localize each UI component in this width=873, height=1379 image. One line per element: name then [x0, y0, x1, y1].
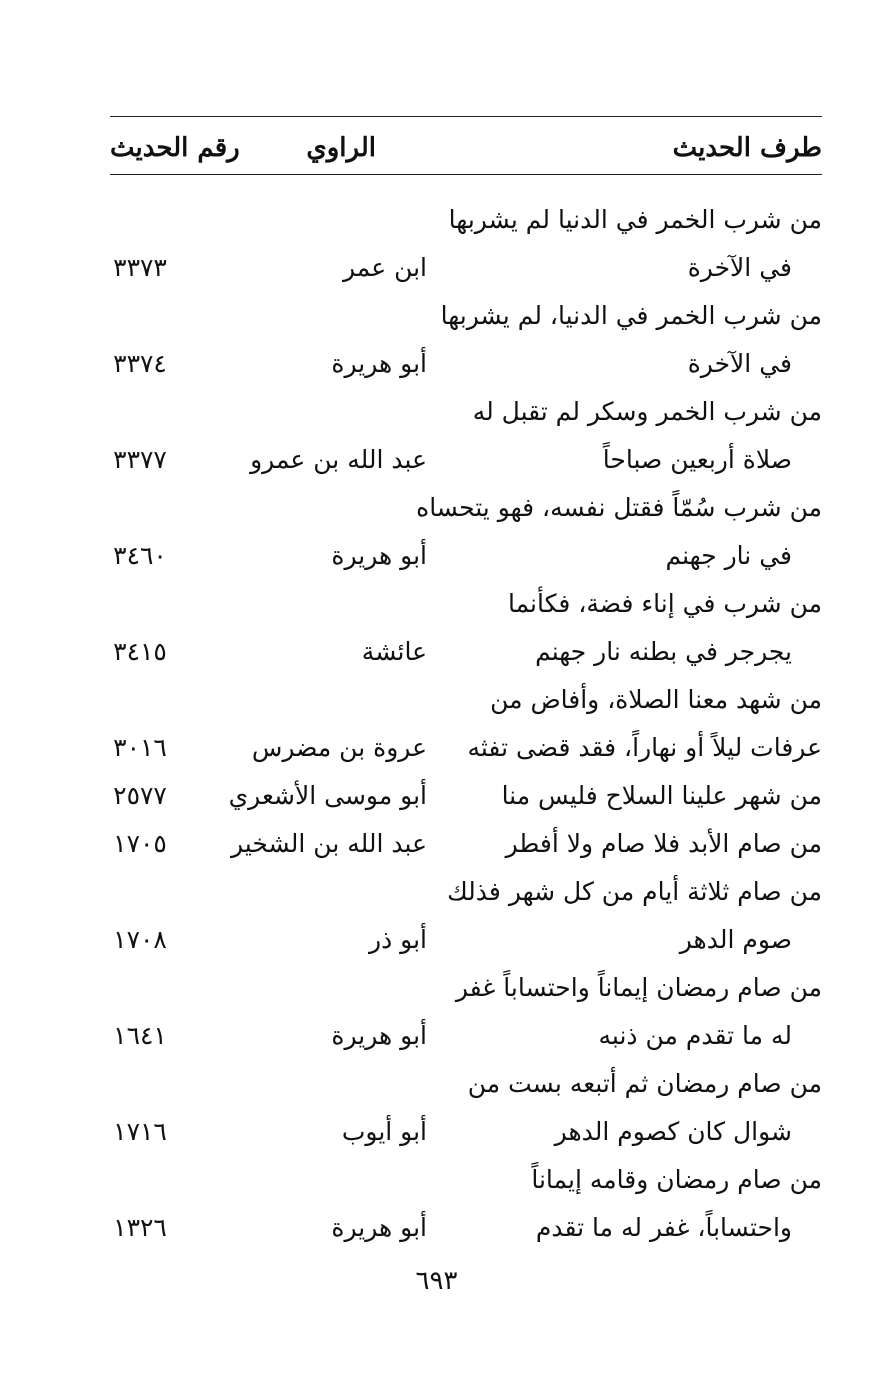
hadith-number: ١٦٤١ [113, 1021, 167, 1050]
table-row [100, 196, 822, 292]
hadith-text-line2: صلاة أربعين صباحاً [602, 445, 792, 474]
hadith-number: ٣٤٦٠ [113, 541, 167, 570]
rawi-name: أبو هريرة [331, 1213, 427, 1242]
table-row [100, 388, 822, 484]
table-row [100, 292, 822, 388]
hadith-number: ١٧٠٥ [113, 829, 167, 858]
header-top-rule [110, 116, 822, 117]
hadith-text-line2: له ما تقدم من ذنبه [598, 1021, 792, 1050]
hadith-number: ١٧١٦ [113, 1117, 167, 1146]
page-number: ٦٩٣ [415, 1266, 458, 1296]
rawi-name: ابن عمر [342, 253, 427, 282]
hadith-text-line2: يجرجر في بطنه نار جهنم [535, 637, 792, 666]
rawi-name: أبو موسى الأشعري [228, 781, 427, 810]
hadith-number: ٣٣٧٤ [113, 349, 167, 378]
rawi-name: أبو ذر [369, 925, 427, 954]
rawi-name: أبو هريرة [331, 1021, 427, 1050]
rawi-name: عبد الله بن عمرو [250, 445, 427, 474]
table-row [100, 580, 822, 676]
rawi-name: عروة بن مضرس [251, 733, 427, 762]
hadith-text-line1: من شرب سُمّاً فقتل نفسه، فهو يتحساه [416, 493, 822, 522]
table-row [100, 772, 822, 820]
rawi-name: عائشة [361, 637, 427, 666]
entries-list [100, 196, 822, 1252]
table-header [110, 128, 822, 168]
hadith-number: ٣٣٧٣ [113, 253, 167, 282]
hadith-text-line2: في نار جهنم [665, 541, 792, 570]
hadith-text-line2: شوال كان كصوم الدهر [554, 1117, 792, 1146]
hadith-text-line1: من صام ثلاثة أيام من كل شهر فذلك [447, 877, 822, 906]
hadith-text-line2: واحتساباً، غفر له ما تقدم [535, 1213, 792, 1242]
rawi-name: أبو هريرة [331, 349, 427, 378]
table-row [100, 484, 822, 580]
table-row [100, 820, 822, 868]
hadith-text-line2: صوم الدهر [679, 925, 792, 954]
hadith-number: ١٧٠٨ [113, 925, 167, 954]
table-row [100, 868, 822, 964]
hadith-text-line1: من شرب الخمر في الدنيا لم يشربها [448, 205, 822, 234]
hadith-number: ٢٥٧٧ [113, 781, 167, 810]
hadith-text-line1: من صام رمضان ثم أتبعه بست من [467, 1069, 822, 1098]
hadith-text-line1: من شرب الخمر وسكر لم تقبل له [472, 397, 822, 426]
header-number-label: رقم الحديث [110, 133, 240, 163]
hadith-text-line1: من صام رمضان إيماناً واحتساباً غفر [455, 973, 822, 1002]
hadith-number: ٣٣٧٧ [113, 445, 167, 474]
hadith-text-line2: عرفات ليلاً أو نهاراً، فقد قضى تفثه [467, 733, 822, 762]
table-row [100, 964, 822, 1060]
hadith-text-line1: من شرب الخمر في الدنيا، لم يشربها [440, 301, 822, 330]
table-row [100, 676, 822, 772]
hadith-number: ٣٤١٥ [113, 637, 167, 666]
rawi-name: عبد الله بن الشخير [231, 829, 427, 858]
hadith-text-line2: في الآخرة [687, 253, 792, 282]
hadith-text-line1: من شهد معنا الصلاة، وأفاض من [490, 685, 822, 714]
header-bottom-rule [110, 174, 822, 175]
hadith-text-line2: في الآخرة [687, 349, 792, 378]
header-hadith-label: طرف الحديث [672, 133, 822, 163]
table-row [100, 1060, 822, 1156]
table-row [100, 1156, 822, 1252]
rawi-name: أبو هريرة [331, 541, 427, 570]
hadith-text-line1: من شرب في إناء فضة، فكأنما [507, 589, 822, 618]
hadith-text-line1: من صام رمضان وقامه إيماناً [531, 1165, 822, 1194]
header-rawi-label: الراوي [306, 133, 376, 163]
hadith-number: ١٣٢٦ [113, 1213, 167, 1242]
hadith-text-line1: من صام الأبد فلا صام ولا أفطر [505, 829, 822, 858]
hadith-text-line1: من شهر علينا السلاح فليس منا [501, 781, 822, 810]
hadith-number: ٣٠١٦ [113, 733, 167, 762]
rawi-name: أبو أيوب [341, 1117, 427, 1146]
